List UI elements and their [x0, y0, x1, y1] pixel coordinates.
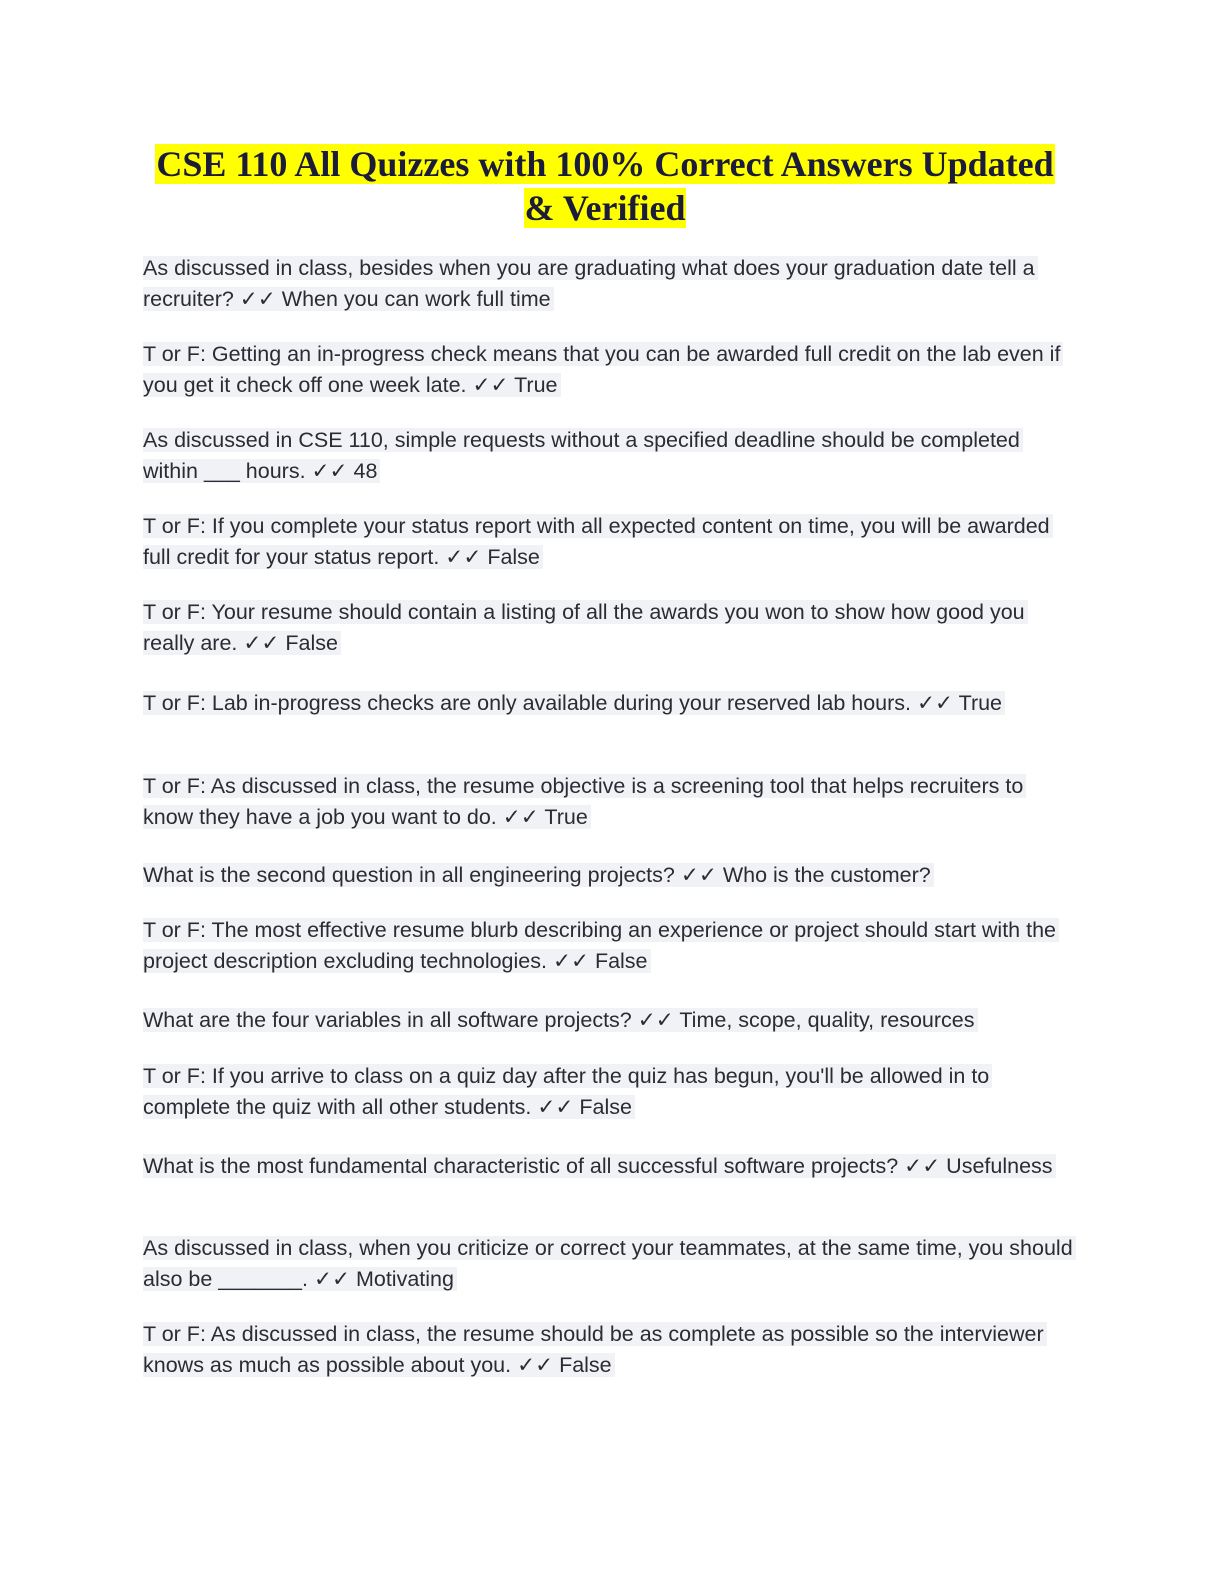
qa-item-11	[143, 1061, 1073, 1122]
qa-text: As discussed in class, when you criticize or correct your teammates, at the same time, you should also be _______. ✓✓ Motivating	[143, 1236, 1076, 1291]
qa-text: T or F: If you arrive to class on a quiz day after the quiz has begun, you'll be allowed in to complete the quiz with all other students. ✓✓ False	[143, 1064, 992, 1119]
qa-text: T or F: As discussed in class, the resume objective is a screening tool that helps recruiters to know they have a job you want to do. ✓✓ True	[143, 774, 1026, 829]
title-highlight: CSE 110 All Quizzes with 100% Correct Answers Updated & Verified	[156, 144, 1054, 228]
qa-text: As discussed in class, besides when you are graduating what does your graduation date tell a recruiter? ✓✓ When you can work full time	[143, 256, 1038, 311]
document-title	[140, 142, 1070, 230]
qa-text: As discussed in CSE 110, simple requests without a specified deadline should be completed within ___ hours. ✓✓ 48	[143, 428, 1023, 483]
qa-text: T or F: The most effective resume blurb describing an experience or project should start with the project description excluding technologies. ✓✓ False	[143, 918, 1059, 973]
qa-item-7	[143, 771, 1073, 832]
qa-item-8	[143, 860, 1073, 891]
qa-item-3	[143, 425, 1073, 486]
qa-item-6	[143, 689, 1073, 717]
qa-text: What are the four variables in all software projects? ✓✓ Time, scope, quality, resources	[143, 1008, 978, 1032]
qa-item-12	[143, 1152, 1073, 1180]
qa-text: T or F: As discussed in class, the resume should be as complete as possible so the interviewer knows as much as possible about you. ✓✓ False	[143, 1322, 1047, 1377]
qa-text: What is the most fundamental characteristic of all successful software projects? ✓✓ Usefulness	[143, 1154, 1056, 1178]
qa-text: What is the second question in all engineering projects? ✓✓ Who is the customer?	[143, 863, 934, 887]
qa-item-2	[143, 339, 1073, 400]
qa-item-14	[143, 1319, 1073, 1380]
qa-item-13	[143, 1233, 1073, 1294]
qa-item-10	[143, 1005, 1073, 1036]
qa-text: T or F: If you complete your status report with all expected content on time, you will be awarded full credit for your status report. ✓✓ False	[143, 514, 1053, 569]
qa-text: T or F: Lab in-progress checks are only available during your reserved lab hours. ✓✓ True	[143, 691, 1005, 715]
qa-item-9	[143, 915, 1073, 976]
qa-item-4	[143, 511, 1073, 572]
qa-item-1	[143, 253, 1073, 314]
qa-item-5	[143, 597, 1073, 658]
qa-text: T or F: Getting an in-progress check means that you can be awarded full credit on the lab even if you get it check off one week late. ✓✓ True	[143, 342, 1063, 397]
qa-text: T or F: Your resume should contain a listing of all the awards you won to show how good you really are. ✓✓ False	[143, 600, 1028, 655]
